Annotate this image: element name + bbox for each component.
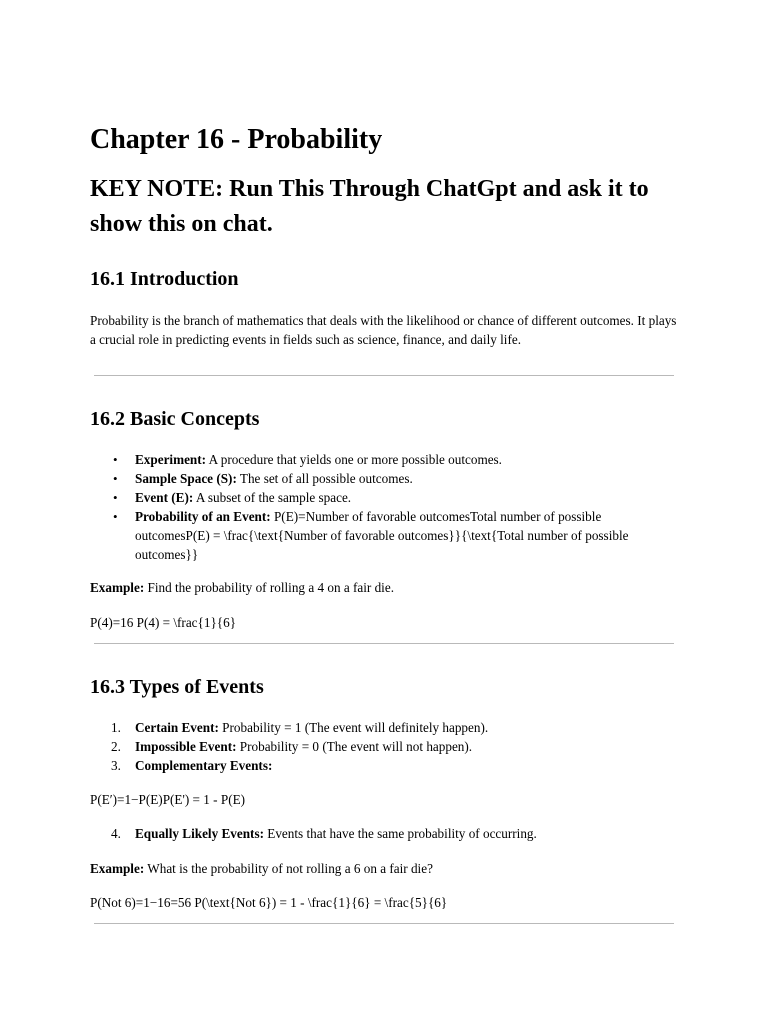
- event-types-list-continued: [90, 824, 670, 843]
- list-item: [90, 718, 670, 737]
- divider: [94, 643, 674, 644]
- term-label: Event (E):: [135, 490, 194, 505]
- list-item: [90, 507, 670, 564]
- divider: [94, 375, 674, 376]
- term-label: Equally Likely Events:: [135, 826, 264, 841]
- list-number: 3.: [111, 758, 121, 773]
- introduction-paragraph: Probability is the branch of mathematics that deals with the likelihood or chance of different outcomes. It plays a crucial role in predicting events in fields such as science, finance, and daily life.: [90, 313, 677, 347]
- example-text: Find the probability of rolling a 4 on a fair die.: [144, 580, 394, 595]
- term-label: Probability of an Event:: [135, 509, 271, 524]
- list-number: 2.: [111, 739, 121, 754]
- list-item: [90, 737, 670, 756]
- list-number: 1.: [111, 720, 121, 735]
- divider: [94, 923, 674, 924]
- formula-text: P(Not 6)=1−16=56 P(\text{Not 6}) = 1 - \frac{1}{6} = \frac{5}{6}: [90, 895, 448, 910]
- term-definition: Events that have the same probability of occurring.: [263, 826, 537, 841]
- section-heading-introduction: 16.1 Introduction: [90, 268, 239, 290]
- term-label: Experiment:: [135, 452, 207, 467]
- formula-text: P(4)=16 P(4) = \frac{1}{6}: [90, 615, 237, 630]
- example-text: What is the probability of not rolling a 6 on a fair die?: [144, 861, 433, 876]
- complement-formula: P(E′)=1−P(E)P(E') = 1 - P(E): [90, 792, 246, 807]
- list-item: [90, 450, 670, 469]
- term-label: Sample Space (S):: [135, 471, 237, 486]
- example-paragraph: [90, 578, 680, 597]
- term-label: Impossible Event:: [135, 739, 237, 754]
- term-label: Complementary Events:: [135, 758, 273, 773]
- chapter-title: Chapter 16 - Probability: [90, 124, 383, 155]
- basic-concepts-list: [90, 450, 670, 564]
- term-label: Certain Event:: [135, 720, 219, 735]
- term-definition: A procedure that yields one or more possible outcomes.: [206, 452, 502, 467]
- key-note-heading: KEY NOTE: Run This Through ChatGpt and ask it to show this on chat.: [90, 176, 649, 237]
- term-definition: Probability = 0 (The event will not happen).: [236, 739, 473, 754]
- term-definition: A subset of the sample space.: [193, 490, 352, 505]
- section-heading-types-of-events: 16.3 Types of Events: [90, 676, 264, 698]
- example-paragraph: [90, 859, 680, 878]
- section-heading-basic-concepts: 16.2 Basic Concepts: [90, 408, 260, 430]
- term-definition: P(E)=Number of favorable outcomesTotal number of possible outcomesP(E) = \frac{\text{Number of favorable outcomes}}{\text{Total number of possible outcomes}}: [135, 509, 629, 562]
- list-item: [90, 824, 670, 843]
- list-item: [90, 756, 670, 775]
- list-number: 4.: [111, 826, 121, 841]
- list-item: [90, 469, 670, 488]
- term-definition: Probability = 1 (The event will definitely happen).: [218, 720, 489, 735]
- example-label: Example:: [90, 580, 145, 595]
- list-item: [90, 488, 670, 507]
- term-definition: The set of all possible outcomes.: [236, 471, 413, 486]
- example-label: Example:: [90, 861, 145, 876]
- event-types-list: [90, 718, 670, 775]
